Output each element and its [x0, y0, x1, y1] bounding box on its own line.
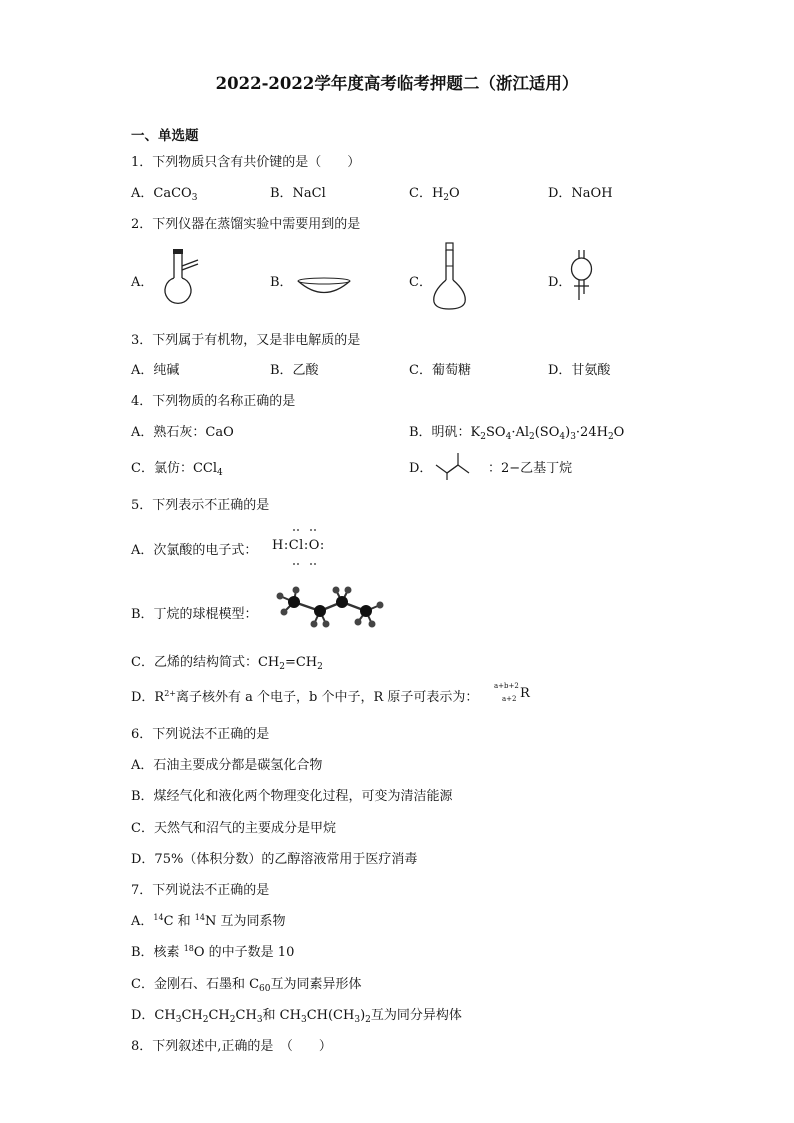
- q1-option-d[interactable]: D．NaOH: [548, 186, 613, 201]
- q2-option-b[interactable]: B．: [270, 275, 293, 290]
- q7-d-sub: 2: [202, 1015, 209, 1025]
- q6-option-b[interactable]: B．煤经气化和液化两个物理变化过程，可变为清洁能源: [131, 789, 453, 804]
- q7-d-part: 互为同分异构体: [370, 1008, 462, 1023]
- q7-option-b[interactable]: [131, 941, 294, 960]
- q7-b-sup: 18: [183, 944, 194, 953]
- q1-c-sub: 2: [443, 193, 450, 203]
- q4-option-c[interactable]: [131, 457, 223, 478]
- q7-a-sup: 14: [194, 913, 205, 922]
- volumetric-flask-icon: [430, 242, 470, 312]
- evaporating-dish-icon: [296, 276, 352, 298]
- q4-b-sub: 2: [480, 432, 486, 442]
- q4-b-part: B．明矾：K: [409, 425, 481, 440]
- butane-ball-stick-model-icon: [274, 586, 386, 632]
- q7-d-part: CH: [181, 1008, 203, 1023]
- q4-option-d[interactable]: D．: [409, 461, 433, 476]
- q2-option-a[interactable]: A．: [131, 275, 154, 290]
- q4-b-sub: 3: [570, 432, 576, 442]
- q7-c-text: C．金刚石、石墨和 C: [131, 977, 260, 992]
- q7-b-text: O 的中子数是 10: [193, 945, 295, 960]
- q1-option-b[interactable]: B．NaCl: [270, 186, 326, 201]
- q5-d-sup: 2+: [164, 689, 177, 698]
- q5-option-a[interactable]: A．次氯酸的电子式：: [131, 543, 258, 558]
- q3-option-b[interactable]: B．乙酸: [270, 363, 319, 378]
- section-heading: 一、单选题: [131, 128, 199, 144]
- separatory-funnel-icon: [568, 248, 596, 304]
- q4-b-sub: 4: [559, 432, 566, 442]
- q4-b-part: (SO: [534, 425, 560, 440]
- q7-d-sub: 2: [365, 1015, 371, 1025]
- q5-c-sub: 2: [279, 662, 285, 672]
- q4-b-part: ): [565, 425, 571, 440]
- q4-b-part: ·Al: [511, 425, 529, 440]
- question-2-stem: 2．下列仪器在蒸馏实验中需要用到的是: [131, 217, 361, 232]
- q7-a-text: C 和: [163, 914, 195, 929]
- q4-option-b[interactable]: [409, 421, 624, 442]
- q5-option-b[interactable]: B．丁烷的球棍模型：: [131, 607, 258, 622]
- q4-d-name: ：2−乙基丁烷: [488, 461, 573, 476]
- q7-option-c[interactable]: [131, 973, 362, 994]
- q3-option-d[interactable]: D．甘氨酸: [548, 363, 611, 378]
- q4-c-text: C．氯仿：CCl: [131, 461, 217, 476]
- q7-option-a[interactable]: [131, 910, 286, 929]
- q1-a-sub: 3: [191, 193, 198, 203]
- q6-option-d[interactable]: D．75%（体积分数）的乙醇溶液常用于医疗消毒: [131, 852, 418, 867]
- question-6-stem: 6．下列说法不正确的是: [131, 727, 270, 742]
- q7-b-text: B．核素: [131, 945, 184, 960]
- q5-d-text: D．R: [131, 690, 165, 705]
- q7-d-part: CH: [235, 1008, 257, 1023]
- isotope-symbol: R: [520, 686, 530, 701]
- q3-option-c[interactable]: C．葡萄糖: [409, 363, 471, 378]
- q7-d-part: ): [360, 1008, 366, 1023]
- distillation-flask-icon: [160, 248, 206, 308]
- isotope-atomic-number: a+2: [502, 695, 517, 703]
- q4-b-part: ·24H: [575, 425, 608, 440]
- q5-c-text: =CH: [284, 655, 318, 670]
- q1-option-c[interactable]: [409, 182, 460, 203]
- q2-option-c[interactable]: C．: [409, 275, 432, 290]
- q5-option-c[interactable]: [131, 651, 323, 672]
- question-7-stem: 7．下列说法不正确的是: [131, 883, 270, 898]
- q7-d-sub: 3: [300, 1015, 307, 1025]
- q4-option-a[interactable]: A．熟石灰：CaO: [131, 425, 234, 440]
- page-title: 2022-2022学年度高考临考押题二（浙江适用）: [215, 74, 579, 93]
- q1-a-text: A．CaCO: [131, 186, 192, 201]
- q7-d-part: CH(CH: [306, 1008, 355, 1023]
- question-1-stem: 1．下列物质只含有共价键的是（ ）: [131, 155, 361, 170]
- q6-option-c[interactable]: C．天然气和沼气的主要成分是甲烷: [131, 821, 336, 836]
- q7-d-sub: 3: [175, 1015, 182, 1025]
- question-4-stem: 4．下列物质的名称正确的是: [131, 394, 296, 409]
- electron-formula: H:Cl:O:: [272, 538, 325, 553]
- q1-option-a[interactable]: [131, 182, 197, 203]
- q4-b-part: SO: [486, 425, 506, 440]
- question-5-stem: 5．下列表示不正确的是: [131, 498, 270, 513]
- q5-c-text: C．乙烯的结构简式：CH: [131, 655, 280, 670]
- q4-b-sub: 2: [607, 432, 614, 442]
- q4-b-sub: 2: [529, 432, 535, 442]
- question-8-stem: 8．下列叙述中,正确的是 （ ）: [131, 1039, 332, 1054]
- q7-a-text: N 互为同系物: [204, 914, 286, 929]
- q5-c-sub: 2: [317, 662, 323, 672]
- q7-c-text: 互为同素异形体: [270, 977, 362, 992]
- q4-b-part: O: [613, 425, 625, 440]
- q7-d-part: 和 CH: [262, 1008, 301, 1023]
- isotope-mass-number: a+b+2: [494, 682, 519, 690]
- question-3-stem: 3．下列属于有机物，又是非电解质的是: [131, 333, 361, 348]
- q4-c-sub: 4: [217, 468, 223, 478]
- q7-a-sup: 14: [153, 913, 164, 922]
- lone-pair-dots-icon: [280, 528, 340, 568]
- skeletal-formula-icon: [434, 451, 484, 481]
- q5-option-d[interactable]: [131, 686, 478, 705]
- q6-option-a[interactable]: A．石油主要成分都是碳氢化合物: [131, 758, 323, 773]
- q7-c-sub: 60: [259, 984, 271, 994]
- q7-a-text: A．: [131, 914, 154, 929]
- q4-b-sub: 4: [505, 432, 512, 442]
- q7-d-sub: 3: [256, 1015, 263, 1025]
- q1-c-tail: O: [449, 186, 460, 201]
- q7-d-sub: 3: [354, 1015, 361, 1025]
- q7-option-d[interactable]: [131, 1004, 462, 1025]
- q5-d-text: 离子核外有 a 个电子，b 个中子，R 原子可表示为：: [176, 690, 479, 705]
- q1-c-text: C．H: [409, 186, 444, 201]
- q2-option-d[interactable]: D．: [548, 275, 572, 290]
- q7-d-part: CH: [208, 1008, 230, 1023]
- q3-option-a[interactable]: A．纯碱: [131, 363, 180, 378]
- q7-d-part: D．CH: [131, 1008, 176, 1023]
- q7-d-sub: 2: [229, 1015, 236, 1025]
